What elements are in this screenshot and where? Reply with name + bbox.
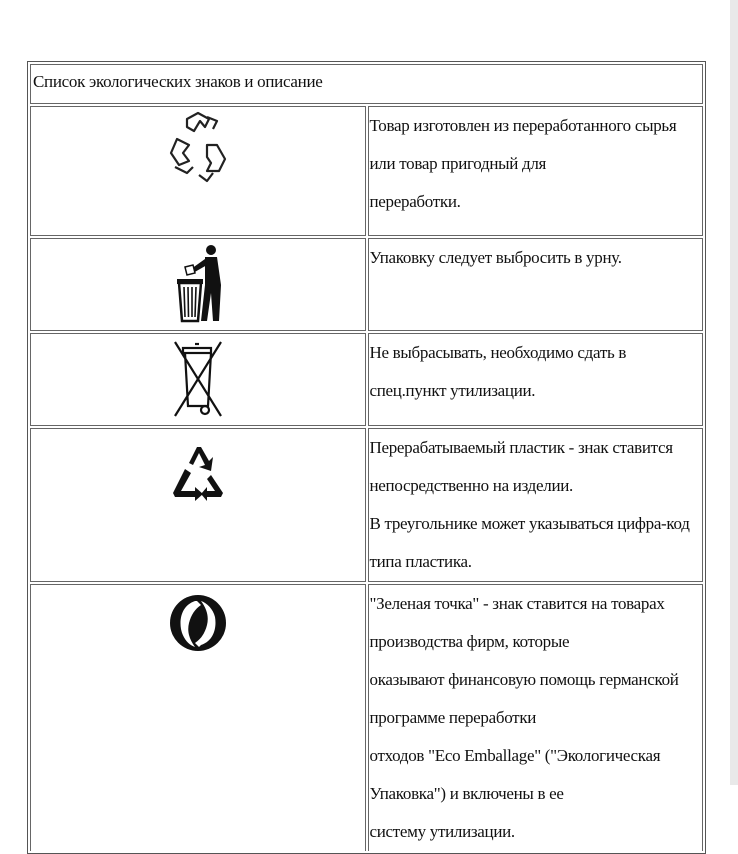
icon-cell [30,584,366,851]
table-header-cell: Список экологических знаков и описание [30,64,703,104]
description-cell: Перерабатываемый пластик - знак ставится непосредственно на изделии. В треугольнике может указываться цифра-код типа пластика. [368,428,704,582]
description-cell: Не выбрасывать, необходимо сдать в спец.пункт утилизации. [368,333,704,426]
description-cell: Товар изготовлен из переработанного сырья или товар пригодный для переработки. [368,106,704,236]
table-row [30,238,703,331]
table-row [30,333,703,426]
icon-cell [30,106,366,236]
crossed-out-wheelie-bin-icon [31,336,365,420]
eco-signs-table [27,61,706,854]
tidyman-icon [31,241,365,325]
table-row [30,428,703,582]
page-edge-strip [730,0,738,785]
plastic-recycle-triangle-icon [31,431,365,515]
table-row [30,106,703,236]
icon-cell [30,238,366,331]
icon-cell [30,428,366,582]
description-cell: Упаковку следует выбросить в урну. [368,238,704,331]
recycle-arrows-icon [31,109,365,185]
table-header-row [30,64,703,104]
green-dot-icon [31,587,365,663]
description-cell: "Зеленая точка" - знак ставится на товарах производства фирм, которые оказывают финансовую помощь германской программе переработки отходов "Eco Emballage" ("Экологическая Упаковка") и включены в ее систему утилизации. [368,584,704,851]
icon-cell [30,333,366,426]
table-row [30,584,703,851]
